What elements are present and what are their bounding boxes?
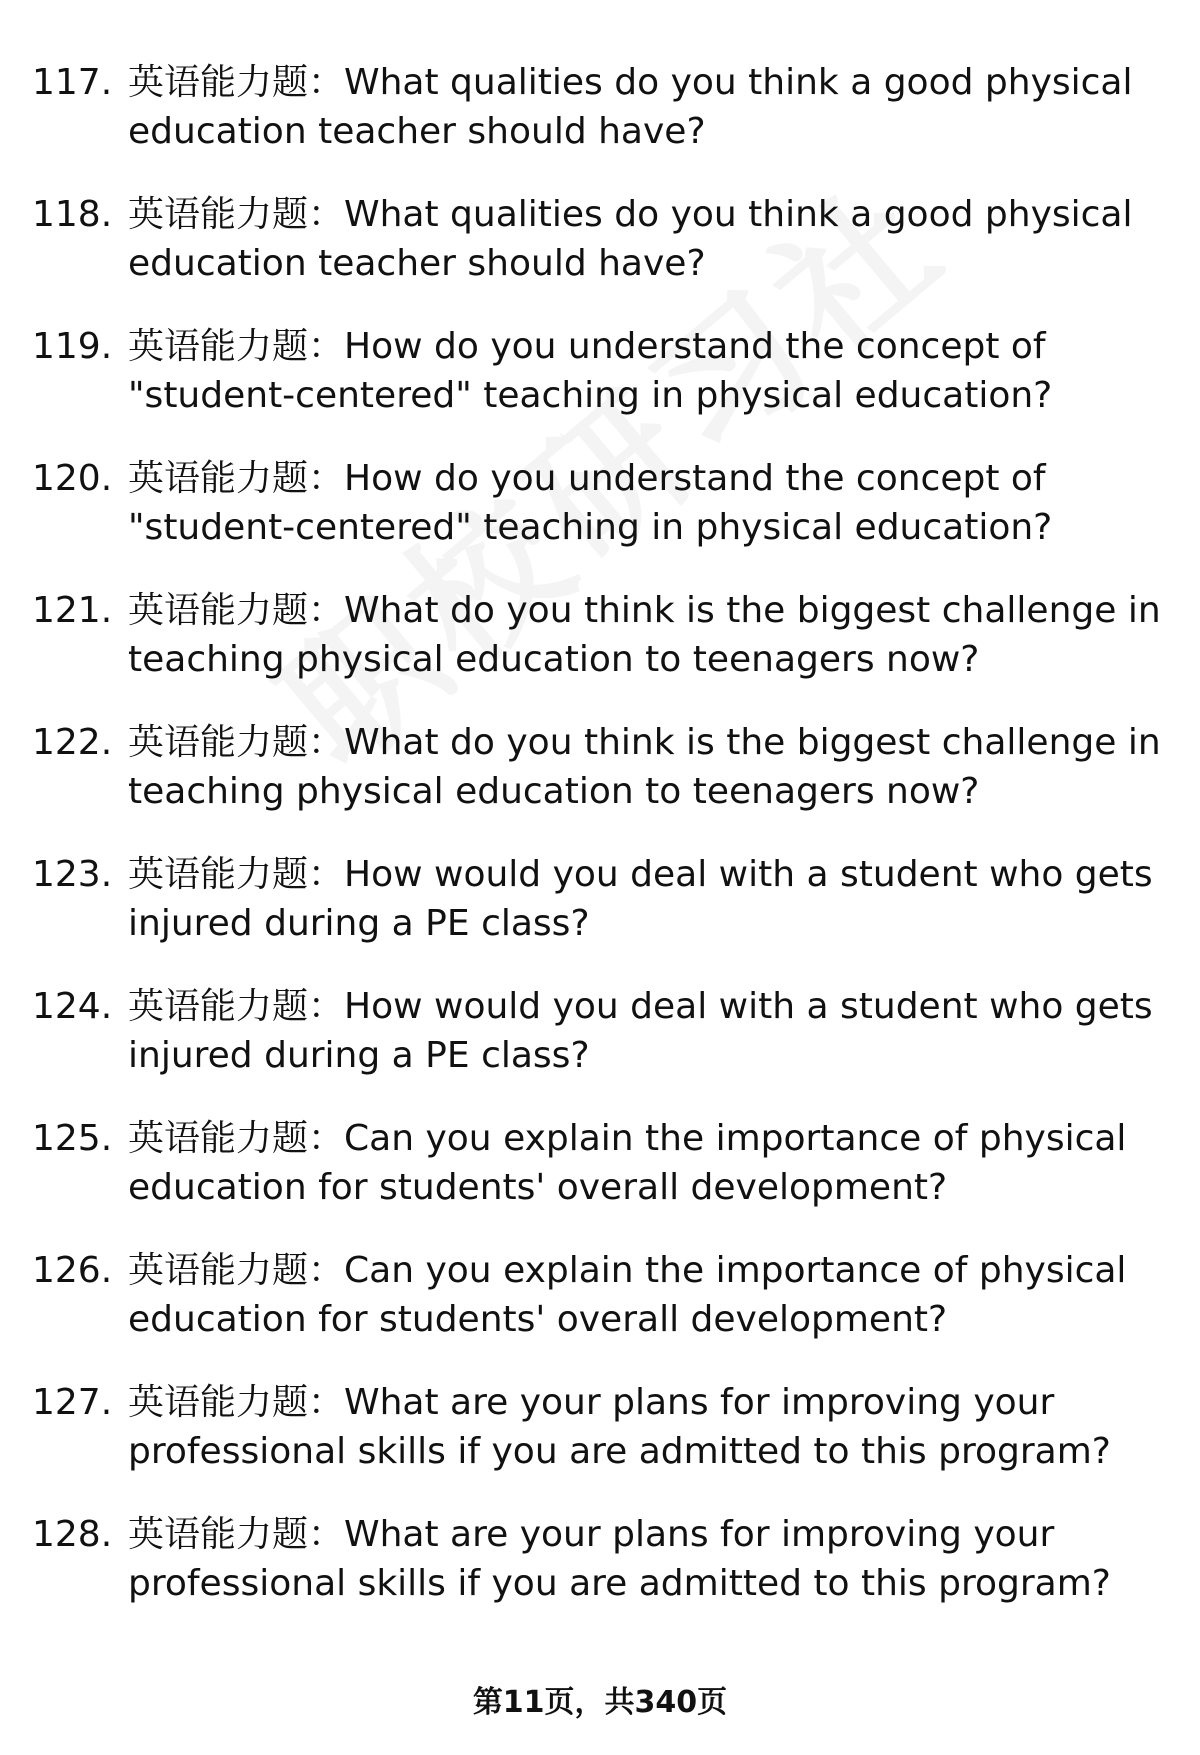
list-item xyxy=(32,454,1172,586)
question-category: 英语能力题： xyxy=(128,62,345,103)
question-body xyxy=(128,1114,1168,1212)
question-body xyxy=(128,850,1168,948)
list-item xyxy=(32,586,1172,718)
question-text: Can you explain the importance of physical education for students' overall development? xyxy=(128,1250,1127,1340)
question-category: 英语能力题： xyxy=(128,326,345,367)
list-item xyxy=(32,322,1172,454)
list-item xyxy=(32,1510,1172,1642)
list-item xyxy=(32,982,1172,1114)
question-body xyxy=(128,322,1168,420)
page-number-footer: 第11页，共340页 xyxy=(472,1685,728,1720)
question-number: 119. xyxy=(32,326,113,367)
question-text: What do you think is the biggest challenge in teaching physical education to teenagers now? xyxy=(128,590,1161,680)
question-text: Can you explain the importance of physical education for students' overall development? xyxy=(128,1118,1127,1208)
question-number: 124. xyxy=(32,986,113,1027)
question-number: 125. xyxy=(32,1118,113,1159)
question-category: 英语能力题： xyxy=(128,854,345,895)
question-body xyxy=(128,982,1168,1080)
list-item xyxy=(32,58,1172,190)
question-number: 122. xyxy=(32,722,113,763)
list-item xyxy=(32,190,1172,322)
question-text: What do you think is the biggest challenge in teaching physical education to teenagers now? xyxy=(128,722,1161,812)
list-item xyxy=(32,850,1172,982)
question-category: 英语能力题： xyxy=(128,1118,345,1159)
question-text: How do you understand the concept of "student-centered" teaching in physical education? xyxy=(128,326,1053,416)
question-text: What qualities do you think a good physical education teacher should have? xyxy=(128,194,1133,284)
question-category: 英语能力题： xyxy=(128,986,345,1027)
question-category: 英语能力题： xyxy=(128,1514,345,1555)
question-body xyxy=(128,1246,1168,1344)
question-category: 英语能力题： xyxy=(128,1250,345,1291)
question-body xyxy=(128,718,1168,816)
question-list xyxy=(32,58,1172,1642)
question-number: 123. xyxy=(32,854,113,895)
question-body xyxy=(128,586,1168,684)
question-number: 127. xyxy=(32,1382,113,1423)
question-text: How would you deal with a student who gets injured during a PE class? xyxy=(128,986,1153,1076)
question-category: 英语能力题： xyxy=(128,722,345,763)
list-item xyxy=(32,1246,1172,1378)
list-item xyxy=(32,1378,1172,1510)
question-body xyxy=(128,454,1168,552)
question-category: 英语能力题： xyxy=(128,194,345,235)
list-item xyxy=(32,1114,1172,1246)
question-number: 128. xyxy=(32,1514,113,1555)
question-text: What are your plans for improving your professional skills if you are admitted to this program? xyxy=(128,1382,1111,1472)
list-item xyxy=(32,718,1172,850)
question-body xyxy=(128,1510,1168,1608)
question-body xyxy=(128,1378,1168,1476)
question-text: How do you understand the concept of "student-centered" teaching in physical education? xyxy=(128,458,1053,548)
question-category: 英语能力题： xyxy=(128,590,345,631)
question-category: 英语能力题： xyxy=(128,1382,345,1423)
question-category: 英语能力题： xyxy=(128,458,345,499)
question-text: What are your plans for improving your professional skills if you are admitted to this program? xyxy=(128,1514,1111,1604)
question-body xyxy=(128,58,1168,156)
question-text: How would you deal with a student who gets injured during a PE class? xyxy=(128,854,1153,944)
question-body xyxy=(128,190,1168,288)
question-text: What qualities do you think a good physical education teacher should have? xyxy=(128,62,1133,152)
question-number: 118. xyxy=(32,194,113,235)
question-number: 126. xyxy=(32,1250,113,1291)
question-number: 120. xyxy=(32,458,113,499)
question-number: 121. xyxy=(32,590,113,631)
question-number: 117. xyxy=(32,62,113,103)
